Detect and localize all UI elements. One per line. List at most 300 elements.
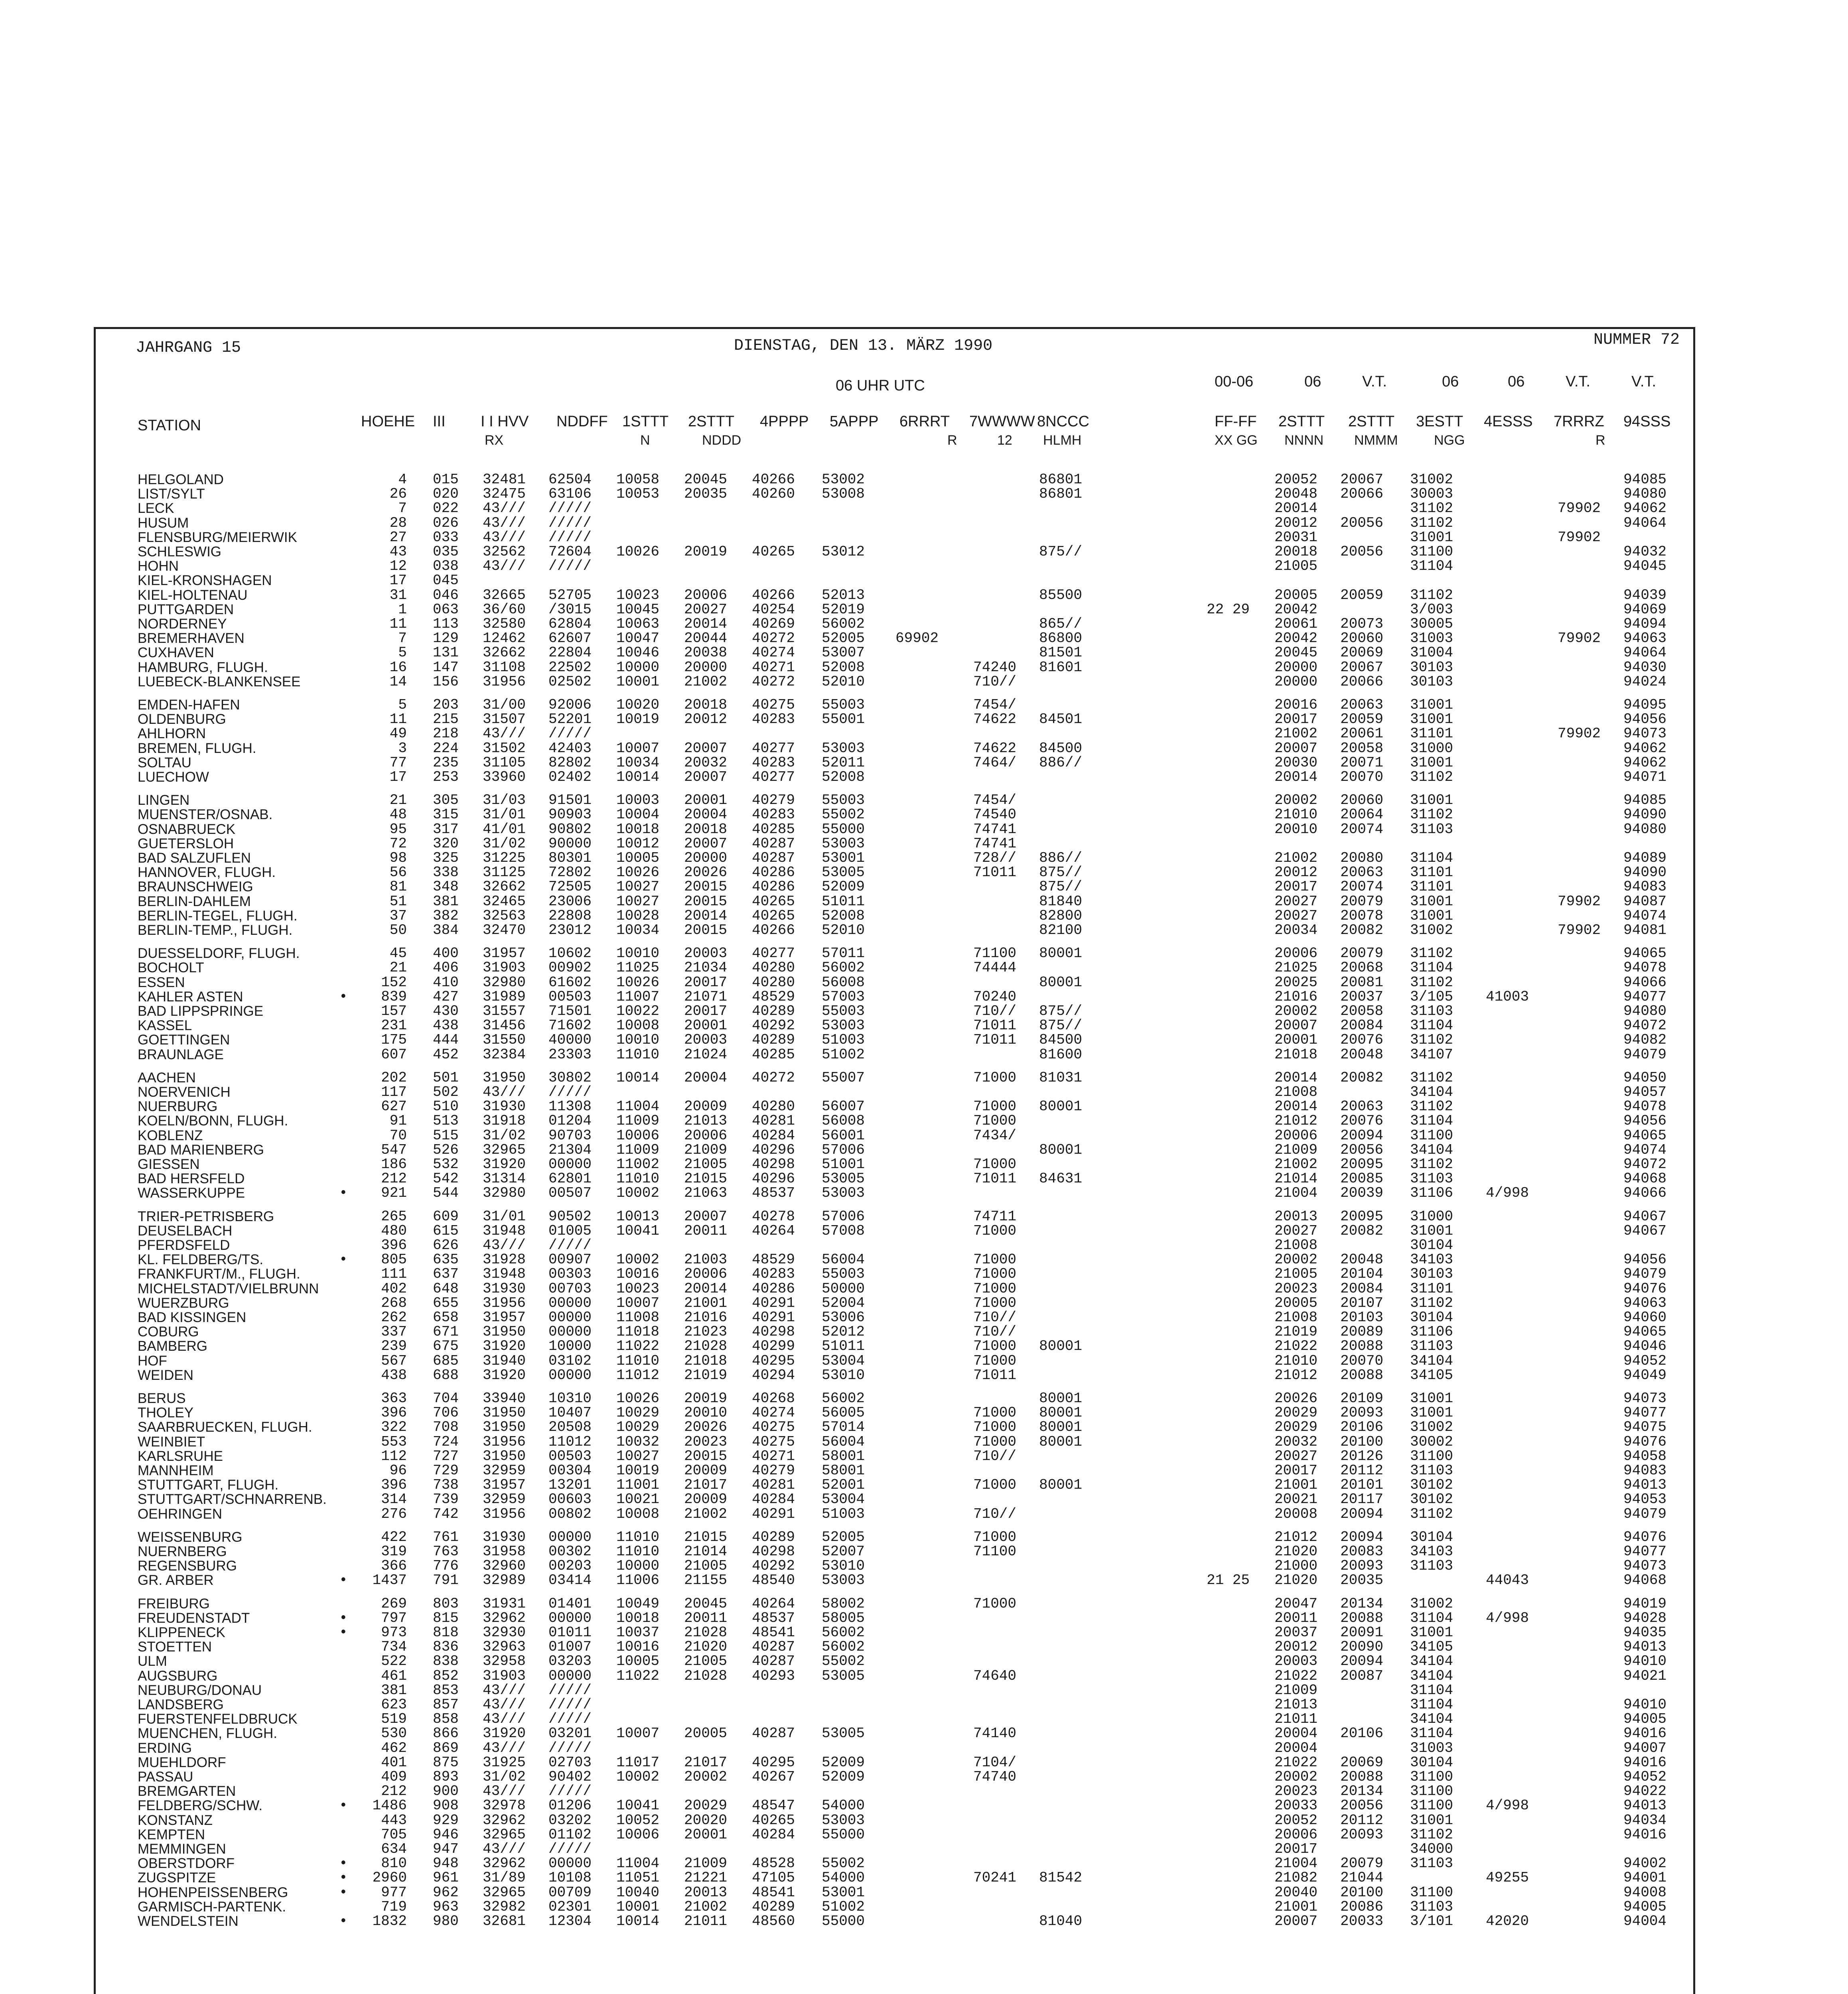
cell-c3: 11017 [616,1754,660,1771]
cell-c2: 00703 [548,1280,592,1297]
cell-h: 81 [389,879,407,895]
cell-id: 438 [433,1017,459,1034]
cell-c2: 01204 [548,1113,592,1129]
cell-c5: 40265 [752,1812,795,1828]
table-row [0,1253,1848,1267]
cell-c11: 20007 [1274,740,1318,757]
cell-c2: 00000 [548,1156,592,1172]
cell-c6: 53010 [822,1558,865,1574]
cell-c1: 31928 [483,1251,526,1268]
cell-h: 21 [389,792,407,809]
cell-h: 567 [381,1352,407,1369]
cell-id: 501 [433,1069,459,1086]
cell-c16: 94032 [1623,544,1667,560]
cell-c9: 80001 [1039,1433,1083,1450]
cell-c5: 40283 [752,806,795,823]
cell-c1: 32962 [483,1610,526,1626]
cell-c12: 20056 [1340,514,1384,531]
cell-h: 27 [389,529,407,546]
cell-c12: 20093 [1340,1826,1384,1843]
cell-c6: 53003 [822,1572,865,1589]
table-row [0,1813,1848,1828]
cell-c1: 32959 [483,1491,526,1508]
cell-c3: 10019 [616,1462,660,1479]
cell-c16: 94085 [1623,792,1667,809]
col-nddff: NDDFF [556,413,608,430]
cell-c1: 43/// [483,1783,526,1800]
cell-c2: ///// [548,500,592,517]
cell-c16: 94077 [1623,1543,1667,1560]
cell-c9: 81600 [1039,1046,1083,1063]
cell-c13: 30104 [1410,1529,1454,1545]
cell-h: 396 [381,1477,407,1494]
cell-c11: 20006 [1274,1826,1318,1843]
cell-c13: 31003 [1410,1740,1454,1756]
cell-h: 21 [389,960,407,976]
cell-c2: 02301 [548,1898,592,1915]
cell-c11: 20016 [1274,697,1318,713]
station-name: BERLIN-TEMP., FLUGH. [138,922,293,938]
cell-c10: 22 29 [1207,601,1250,618]
cell-c6: 57006 [822,1208,865,1225]
cell-c8: 74140 [973,1725,1017,1742]
cell-c5: 40295 [752,1352,795,1369]
cell-c11: 21014 [1274,1170,1318,1187]
cell-id: 742 [433,1505,459,1522]
cell-c1: 31958 [483,1543,526,1560]
cell-c5: 40298 [752,1324,795,1340]
cell-c4: 20014 [684,907,728,924]
cell-c12: 20074 [1340,821,1384,837]
cell-c6: 58005 [822,1610,865,1626]
cell-id: 444 [433,1032,459,1048]
cell-h: 239 [381,1338,407,1355]
cell-id: 325 [433,850,459,866]
cell-h: 152 [381,974,407,991]
cell-c11: 21009 [1274,1682,1318,1698]
cell-c13: 31001 [1410,529,1454,546]
cell-id: 900 [433,1783,459,1800]
date-label: DIENSTAG, DEN 13. MÄRZ 1990 [734,337,993,355]
cell-c4: 20017 [684,974,728,991]
cell-c4: 21005 [684,1558,728,1574]
table-row [0,501,1848,516]
cell-c12: 20063 [1340,864,1384,881]
cell-c16: 94045 [1623,558,1667,575]
cell-c3: 10037 [616,1624,660,1641]
cell-c16: 94010 [1623,1653,1667,1670]
cell-c3: 10041 [616,1222,660,1239]
cell-c4: 20018 [684,697,728,713]
cell-c11: 20034 [1274,922,1318,938]
cell-id: 708 [433,1419,459,1436]
table-row [0,1186,1848,1200]
cell-c12: 20060 [1340,792,1384,809]
cell-c11: 20008 [1274,1505,1318,1522]
cell-c13: 34104 [1410,1352,1454,1369]
cell-c12: 20112 [1340,1462,1384,1479]
cell-c6: 53004 [822,1352,865,1369]
cell-c16: 94082 [1623,1032,1667,1048]
cell-c2: 22502 [548,659,592,676]
cell-c2: 20508 [548,1419,592,1436]
cell-c16: 94064 [1623,644,1667,661]
cell-c4: 21019 [684,1367,728,1383]
cell-c3: 10014 [616,1069,660,1086]
cell-c12: 20058 [1340,740,1384,757]
station-name: LUECHOW [138,769,209,785]
cell-h: 231 [381,1017,407,1034]
table-row [0,1712,1848,1726]
cell-c2: 62804 [548,616,592,632]
cell-c16: 94053 [1623,1491,1667,1508]
cell-h: 96 [389,1462,407,1479]
cell-c6: 56002 [822,1639,865,1655]
station-name: OEHRINGEN [138,1506,222,1522]
cell-c8: 71000 [973,1529,1017,1545]
cell-c13: 31103 [1410,1898,1454,1915]
cell-c4: 20018 [684,821,728,837]
issue-number: NUMMER 72 [1594,331,1680,349]
cell-c16: 94005 [1623,1898,1667,1915]
table-row [0,1741,1848,1756]
cell-c4: 20017 [684,1003,728,1019]
cell-id: 035 [433,544,459,560]
cell-c16: 94021 [1623,1667,1667,1684]
cell-c3: 10016 [616,1639,660,1655]
cell-c1: 32962 [483,1855,526,1872]
cell-c16: 94013 [1623,1797,1667,1814]
cell-c4: 21002 [684,1898,728,1915]
cell-c9: 81040 [1039,1913,1083,1929]
col-1sttt-sub: N [640,433,650,448]
cell-c5: 40268 [752,1390,795,1407]
cell-c8: 74741 [973,835,1017,852]
cell-c12: 20085 [1340,1170,1384,1187]
station-name: GR. ARBER [138,1572,214,1588]
cell-c13: 31102 [1410,500,1454,517]
cell-c8: 74540 [973,806,1017,823]
cell-c8: 7454/ [973,697,1017,713]
cell-c13: 31001 [1410,1405,1454,1421]
cell-c3: 10005 [616,1653,660,1670]
cell-c4: 20014 [684,1280,728,1297]
cell-c4: 20006 [684,587,728,603]
cell-c16: 94016 [1623,1725,1667,1742]
col-2sttt-c-sub: NMMM [1354,433,1398,448]
cell-c2: 00203 [548,1558,592,1574]
cell-id: 033 [433,529,459,546]
cell-c12: 20081 [1340,974,1384,991]
cell-c16: 94078 [1623,960,1667,976]
station-name: THOLEY [138,1405,194,1421]
cell-c8: 71000 [973,1280,1017,1297]
cell-c9: 81501 [1039,644,1083,661]
station-name: PUTTGARDEN [138,601,234,617]
cell-h: 3 [398,740,407,757]
cell-c2: 90402 [548,1769,592,1785]
cell-c14: 49255 [1486,1870,1529,1886]
cell-c3: 11022 [616,1667,660,1684]
cell-c6: 53005 [822,1725,865,1742]
cell-c1: 43/// [483,1084,526,1100]
cell-c1: 31956 [483,1505,526,1522]
table-row [0,588,1848,603]
cell-c5: 40265 [752,893,795,910]
cell-c5: 40278 [752,1208,795,1225]
cell-c6: 56002 [822,1624,865,1641]
cell-h: 4 [398,471,407,488]
station-name: KONSTANZ [138,1812,213,1828]
cell-h: 977 [381,1884,407,1901]
cell-c3: 10027 [616,1448,660,1464]
cell-c5: 40286 [752,1280,795,1297]
table-row [0,1611,1848,1626]
cell-id: 637 [433,1266,459,1283]
table-row [0,865,1848,880]
cell-h: 77 [389,754,407,771]
table-row [0,1391,1848,1406]
cell-id: 020 [433,486,459,502]
cell-id: 776 [433,1558,459,1574]
cell-id: 635 [433,1251,459,1268]
cell-c1: 12462 [483,630,526,647]
cell-c6: 57006 [822,1141,865,1158]
cell-c1: 31989 [483,988,526,1005]
cell-c12: 20134 [1340,1783,1384,1800]
cell-c3: 10032 [616,1433,660,1450]
cell-c6: 53006 [822,1309,865,1326]
cell-c13: 31102 [1410,1505,1454,1522]
cell-c11: 20013 [1274,1208,1318,1225]
cell-c12: 20067 [1340,659,1384,676]
cell-c15: 79902 [1558,893,1601,910]
cell-c1: 43/// [483,514,526,531]
cell-c16: 94090 [1623,864,1667,881]
cell-c2: 01401 [548,1595,592,1612]
cell-c2: 10602 [548,945,592,962]
cell-c5: 40287 [752,1639,795,1655]
cell-c4: 20010 [684,1405,728,1421]
col-7rrrz-sub: R [1596,433,1605,448]
cell-c3: 11002 [616,1156,660,1172]
cell-c2: 30802 [548,1069,592,1086]
cell-c4: 21005 [684,1653,728,1670]
mountain-station-marker: • [339,1572,348,1589]
cell-c8: 71000 [973,1251,1017,1268]
cell-c16: 94008 [1623,1884,1667,1901]
cell-c6: 53002 [822,471,865,488]
cell-c2: 00802 [548,1505,592,1522]
cell-c8: 71011 [973,1032,1017,1048]
cell-c12: 20100 [1340,1884,1384,1901]
cell-c6: 53003 [822,835,865,852]
table-row [0,617,1848,631]
cell-c5: 40265 [752,544,795,560]
cell-c12: 20079 [1340,945,1384,962]
cell-c13: 30104 [1410,1237,1454,1253]
jahrgang-label: JAHRGANG 15 [136,339,241,357]
cell-c1: 31930 [483,1280,526,1297]
cell-c2: 00000 [548,1610,592,1626]
cell-c11: 20012 [1274,1639,1318,1655]
table-row [0,1726,1848,1741]
cell-c6: 57014 [822,1419,865,1436]
cell-c4: 20009 [684,1098,728,1115]
cell-c16: 94073 [1623,1558,1667,1574]
cell-c1: 31/00 [483,697,526,713]
cell-c4: 20015 [684,893,728,910]
cell-c12: 20104 [1340,1266,1384,1283]
cell-c5: 40279 [752,792,795,809]
cell-id: 704 [433,1390,459,1407]
cell-c1: 31956 [483,673,526,690]
cell-id: 763 [433,1543,459,1560]
cell-c4: 21024 [684,1046,728,1063]
cell-c16: 94028 [1623,1610,1667,1626]
cell-c16: 94062 [1623,754,1667,771]
cell-c13: 31000 [1410,1208,1454,1225]
cell-c13: 3/105 [1410,988,1454,1005]
table-row [0,946,1848,961]
cell-c4: 21028 [684,1338,728,1355]
station-name: FUERSTENFELDBRUCK [138,1711,298,1727]
cell-c6: 56004 [822,1433,865,1450]
cell-c6: 53001 [822,850,865,866]
station-name: GOETTINGEN [138,1032,230,1048]
cell-c12: 20071 [1340,754,1384,771]
table-row [0,1492,1848,1507]
cell-h: 519 [381,1711,407,1728]
cell-c8: 71000 [973,1338,1017,1355]
cell-c1: 32978 [483,1797,526,1814]
cell-c16: 94049 [1623,1367,1667,1383]
cell-c1: 31930 [483,1529,526,1545]
cell-c11: 20031 [1274,529,1318,546]
cell-c13: 30005 [1410,616,1454,632]
cell-c9: 86801 [1039,471,1083,488]
cell-c13: 30104 [1410,1754,1454,1771]
cell-c4: 20000 [684,850,728,866]
cell-c4: 21221 [684,1870,728,1886]
cell-c11: 20002 [1274,1769,1318,1785]
cell-c2: 62607 [548,630,592,647]
cell-c8: 74240 [973,659,1017,676]
cell-id: 893 [433,1769,459,1785]
cell-c11: 20017 [1274,879,1318,895]
cell-c8: 74622 [973,711,1017,728]
cell-id: 129 [433,630,459,647]
cell-c2: 71602 [548,1017,592,1034]
cell-c13: 31102 [1410,587,1454,603]
col-group-06c: 06 [1508,373,1525,390]
cell-c11: 20014 [1274,769,1318,785]
cell-c4: 20001 [684,792,728,809]
cell-c3: 10026 [616,1390,660,1407]
station-name: HOHN [138,558,179,574]
cell-c3: 11051 [616,1870,660,1886]
station-name: FREUDENSTADT [138,1610,250,1626]
station-name: MANNHEIM [138,1463,214,1478]
station-name: KEMPTEN [138,1827,205,1842]
cell-c6: 56007 [822,1098,865,1115]
cell-c1: 31920 [483,1156,526,1172]
cell-c1: 32662 [483,879,526,895]
cell-c8: 71100 [973,1543,1017,1560]
cell-c4: 21013 [684,1113,728,1129]
cell-c16: 94083 [1623,879,1667,895]
cell-c6: 58001 [822,1448,865,1464]
cell-c6: 55000 [822,1913,865,1929]
cell-c2: 00503 [548,1448,592,1464]
cell-c16: 94074 [1623,1141,1667,1158]
cell-c13: 31002 [1410,471,1454,488]
cell-h: 5 [398,644,407,661]
cell-c5: 48528 [752,1855,795,1872]
cell-c4: 20011 [684,1222,728,1239]
cell-c1: 32563 [483,907,526,924]
cell-c5: 48541 [752,1624,795,1641]
cell-id: 858 [433,1711,459,1728]
cell-h: 705 [381,1826,407,1843]
cell-h: 973 [381,1624,407,1641]
station-name: ULM [138,1653,167,1669]
table-row [0,698,1848,712]
cell-c1: 32960 [483,1558,526,1574]
cell-c2: 02502 [548,673,592,690]
cell-c11: 20027 [1274,1222,1318,1239]
table-row [0,559,1848,573]
cell-c12: 20101 [1340,1477,1384,1494]
cell-c5: 40266 [752,471,795,488]
cell-h: 1 [398,601,407,618]
cell-c13: 30003 [1410,486,1454,502]
table-row [0,756,1848,770]
station-name: MUENSTER/OSNAB. [138,807,273,823]
cell-h: 409 [381,1769,407,1785]
cell-c1: 43/// [483,725,526,742]
cell-c8: 70241 [973,1870,1017,1886]
cell-c5: 40289 [752,1003,795,1019]
cell-c11: 20007 [1274,1017,1318,1034]
cell-c3: 11009 [616,1113,660,1129]
cell-c11: 20014 [1274,500,1318,517]
cell-c3: 10006 [616,1826,660,1843]
cell-c16: 94079 [1623,1046,1667,1063]
cell-c4: 20026 [684,864,728,881]
station-name: KOELN/BONN, FLUGH. [138,1113,288,1129]
cell-c13: 30102 [1410,1491,1454,1508]
cell-c12: 20061 [1340,725,1384,742]
cell-id: 869 [433,1740,459,1756]
col-6rrrt: 6RRRT [899,413,950,430]
cell-c6: 52005 [822,1529,865,1545]
cell-c1: 32665 [483,587,526,603]
cell-id: 215 [433,711,459,728]
cell-c16: 94077 [1623,1405,1667,1421]
cell-c12: 20126 [1340,1448,1384,1464]
cell-h: 269 [381,1595,407,1612]
cell-c13: 31103 [1410,1170,1454,1187]
station-name: HANNOVER, FLUGH. [138,865,276,881]
cell-c6: 52013 [822,587,865,603]
station-name: SAARBRUECKEN, FLUGH. [138,1419,312,1435]
cell-c5: 40284 [752,1127,795,1144]
cell-c11: 21019 [1274,1324,1318,1340]
cell-h: 734 [381,1639,407,1655]
cell-c11: 20014 [1274,1069,1318,1086]
cell-h: 462 [381,1740,407,1756]
